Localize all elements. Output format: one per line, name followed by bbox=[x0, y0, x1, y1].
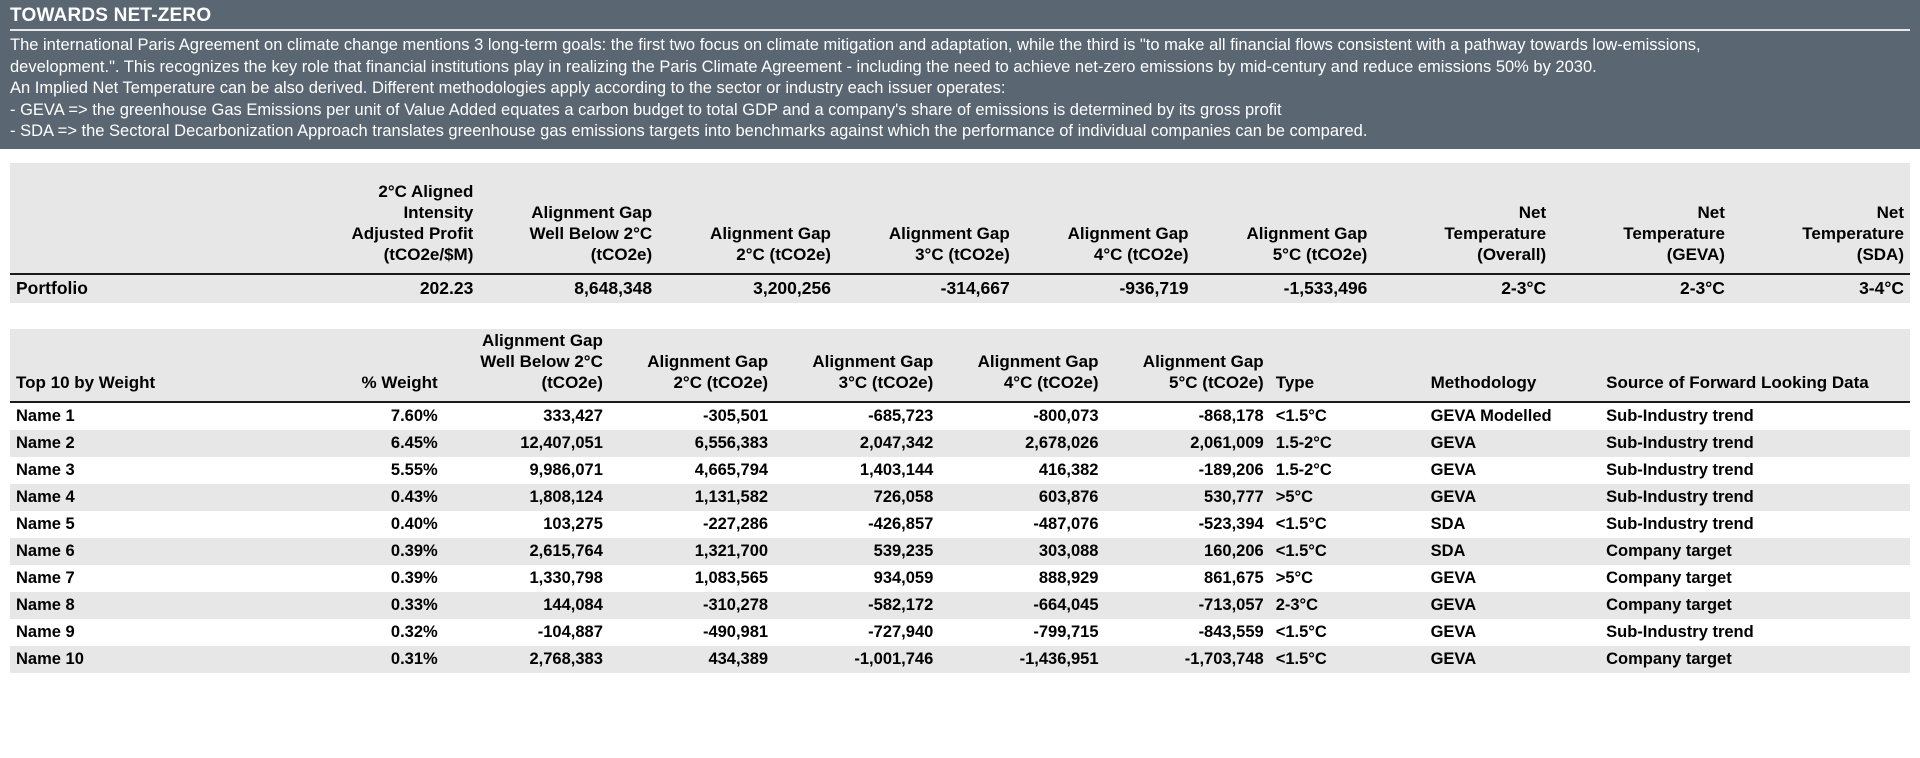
table-row[interactable] bbox=[10, 511, 1910, 538]
holding-gap-well-below-2c: 144,084 bbox=[444, 592, 609, 619]
summary-header bbox=[10, 163, 1910, 274]
holding-gap-2c: -305,501 bbox=[609, 402, 774, 430]
holding-methodology: GEVA bbox=[1425, 619, 1601, 646]
holding-gap-4c: 416,382 bbox=[939, 457, 1104, 484]
banner-line: An Implied Net Temperature can be also derived. Different methodologies apply according to the sector or industry each issuer operates: bbox=[10, 79, 1006, 97]
portfolio-label: Portfolio bbox=[10, 274, 267, 303]
holding-gap-2c: 4,665,794 bbox=[609, 457, 774, 484]
banner-line: - GEVA => the greenhouse Gas Emissions per unit of Value Added equates a carbon budget to total GDP and a company's share of emissions is determined by its gross profit bbox=[10, 100, 1282, 119]
holding-methodology: GEVA bbox=[1425, 430, 1601, 457]
holding-gap-3c: -1,001,746 bbox=[774, 646, 939, 673]
holding-gap-3c: 539,235 bbox=[774, 538, 939, 565]
holding-gap-3c: 934,059 bbox=[774, 565, 939, 592]
holding-name: Name 7 bbox=[10, 565, 248, 592]
holding-gap-4c: -1,436,951 bbox=[939, 646, 1104, 673]
portfolio-gap-2c: 3,200,256 bbox=[658, 274, 837, 303]
summary-col-gap-well-below-2c bbox=[479, 180, 658, 267]
hdr-line: 3°C (tCO2e) bbox=[838, 372, 934, 392]
holding-type: <1.5°C bbox=[1270, 646, 1425, 673]
holding-gap-3c: 1,403,144 bbox=[774, 457, 939, 484]
holding-gap-4c: -487,076 bbox=[939, 511, 1104, 538]
hdr-line: 2°C (tCO2e) bbox=[736, 244, 831, 264]
summary-col-gap-3c bbox=[837, 180, 1016, 267]
holding-gap-well-below-2c: 12,407,051 bbox=[444, 430, 609, 457]
holding-weight: 0.33% bbox=[248, 592, 444, 619]
portfolio-net-temp-overall: 2-3°C bbox=[1373, 274, 1552, 303]
holding-gap-well-below-2c: 9,986,071 bbox=[444, 457, 609, 484]
portfolio-summary-table bbox=[10, 163, 1910, 303]
hdr-line: Alignment Gap bbox=[1142, 351, 1264, 371]
hdr-line: Source of Forward Looking Data bbox=[1606, 372, 1869, 392]
holding-type: <1.5°C bbox=[1270, 538, 1425, 565]
holding-source: Company target bbox=[1600, 646, 1910, 673]
holding-gap-well-below-2c: 103,275 bbox=[444, 511, 609, 538]
table-row[interactable] bbox=[10, 402, 1910, 430]
holding-gap-well-below-2c: 1,808,124 bbox=[444, 484, 609, 511]
holding-gap-3c: 726,058 bbox=[774, 484, 939, 511]
spacer bbox=[10, 163, 1910, 180]
rule bbox=[10, 267, 1910, 274]
holding-gap-well-below-2c: 333,427 bbox=[444, 402, 609, 430]
holding-weight: 0.40% bbox=[248, 511, 444, 538]
portfolio-gap-5c: -1,533,496 bbox=[1195, 274, 1374, 303]
table-row bbox=[10, 274, 1910, 303]
summary-col-intensity-adjusted-profit bbox=[267, 180, 479, 267]
holding-source: Company target bbox=[1600, 565, 1910, 592]
holding-source: Sub-Industry trend bbox=[1600, 511, 1910, 538]
detail-header bbox=[10, 329, 1910, 402]
holding-methodology: SDA bbox=[1425, 511, 1601, 538]
hdr-line: Net bbox=[1697, 202, 1725, 222]
holding-gap-4c: 2,678,026 bbox=[939, 430, 1104, 457]
holding-gap-5c: 530,777 bbox=[1105, 484, 1270, 511]
holding-gap-5c: 160,206 bbox=[1105, 538, 1270, 565]
holding-gap-2c: -310,278 bbox=[609, 592, 774, 619]
holding-methodology: GEVA bbox=[1425, 484, 1601, 511]
table-row[interactable] bbox=[10, 646, 1910, 673]
hdr-line: Temperature bbox=[1444, 223, 1547, 243]
holding-name: Name 1 bbox=[10, 402, 248, 430]
summary-header-rule bbox=[10, 267, 1910, 274]
hdr-line: Adjusted Profit bbox=[351, 223, 474, 243]
portfolio-intensity-adjusted-profit: 202.23 bbox=[267, 274, 479, 303]
hdr-line: Alignment Gap bbox=[481, 330, 603, 350]
hdr-line: Net bbox=[1876, 202, 1904, 222]
detail-footer-spacer bbox=[10, 673, 1910, 686]
table-row[interactable] bbox=[10, 619, 1910, 646]
holding-methodology: SDA bbox=[1425, 538, 1601, 565]
holding-gap-well-below-2c: 2,615,764 bbox=[444, 538, 609, 565]
table-row[interactable] bbox=[10, 484, 1910, 511]
hdr-line: Temperature bbox=[1802, 223, 1904, 243]
holding-name: Name 6 bbox=[10, 538, 248, 565]
holding-weight: 7.60% bbox=[248, 402, 444, 430]
holding-type: 1.5-2°C bbox=[1270, 430, 1425, 457]
holding-gap-4c: 603,876 bbox=[939, 484, 1104, 511]
summary-body bbox=[10, 274, 1910, 303]
holding-weight: 0.39% bbox=[248, 565, 444, 592]
portfolio-gap-3c: -314,667 bbox=[837, 274, 1016, 303]
holding-source: Company target bbox=[1600, 538, 1910, 565]
hdr-line: 4°C (tCO2e) bbox=[1093, 244, 1189, 264]
holding-type: <1.5°C bbox=[1270, 402, 1425, 430]
holding-type: >5°C bbox=[1270, 484, 1425, 511]
banner-title: TOWARDS NET-ZERO bbox=[10, 4, 1910, 31]
hdr-line: Methodology bbox=[1430, 372, 1537, 392]
portfolio-net-temp-sda: 3-4°C bbox=[1731, 274, 1910, 303]
hdr-line: 4°C (tCO2e) bbox=[1003, 372, 1099, 392]
hdr-line: 2°C Aligned bbox=[378, 181, 474, 201]
holding-gap-2c: 1,321,700 bbox=[609, 538, 774, 565]
holding-gap-5c: 2,061,009 bbox=[1105, 430, 1270, 457]
portfolio-net-temp-geva: 2-3°C bbox=[1552, 274, 1731, 303]
holding-gap-4c: 888,929 bbox=[939, 565, 1104, 592]
holding-gap-4c: -799,715 bbox=[939, 619, 1104, 646]
holding-source: Company target bbox=[1600, 592, 1910, 619]
holding-gap-4c: 303,088 bbox=[939, 538, 1104, 565]
holding-type: <1.5°C bbox=[1270, 511, 1425, 538]
detail-col-gap-3c bbox=[774, 329, 939, 395]
table-row[interactable] bbox=[10, 592, 1910, 619]
hdr-line: Alignment Gap bbox=[888, 223, 1010, 243]
summary-col-net-temp-geva bbox=[1552, 180, 1731, 267]
hdr-line: % Weight bbox=[361, 372, 438, 392]
holding-name: Name 10 bbox=[10, 646, 248, 673]
holding-type: 1.5-2°C bbox=[1270, 457, 1425, 484]
summary-col-gap-5c bbox=[1195, 180, 1374, 267]
hdr-line: (Overall) bbox=[1477, 244, 1547, 264]
holding-methodology: GEVA bbox=[1425, 565, 1601, 592]
holding-gap-5c: -713,057 bbox=[1105, 592, 1270, 619]
holding-name: Name 5 bbox=[10, 511, 248, 538]
holding-weight: 0.43% bbox=[248, 484, 444, 511]
hdr-line: Well Below 2°C bbox=[529, 223, 653, 243]
holding-gap-well-below-2c: 2,768,383 bbox=[444, 646, 609, 673]
detail-col-weight bbox=[248, 329, 444, 395]
holding-name: Name 8 bbox=[10, 592, 248, 619]
summary-col-net-temp-overall bbox=[1373, 180, 1552, 267]
holding-methodology: GEVA bbox=[1425, 646, 1601, 673]
hdr-line: Alignment Gap bbox=[977, 351, 1099, 371]
holding-methodology: GEVA Modelled bbox=[1425, 402, 1601, 430]
holding-name: Name 3 bbox=[10, 457, 248, 484]
holding-gap-2c: 6,556,383 bbox=[609, 430, 774, 457]
hdr-line: Alignment Gap bbox=[1067, 223, 1189, 243]
holding-gap-5c: -1,703,748 bbox=[1105, 646, 1270, 673]
summary-header-row bbox=[10, 180, 1910, 267]
hdr-line: Alignment Gap bbox=[531, 202, 653, 222]
holding-source: Sub-Industry trend bbox=[1600, 619, 1910, 646]
holding-gap-3c: -426,857 bbox=[774, 511, 939, 538]
banner-line: The international Paris Agreement on climate change mentions 3 long-term goals: the first two focus on climate mitigation and adaptation, while the third is "to make all financial flows consistent with a pathway towards low-emissions, bbox=[10, 36, 1701, 54]
holding-gap-5c: 861,675 bbox=[1105, 565, 1270, 592]
holding-methodology: GEVA bbox=[1425, 457, 1601, 484]
holding-gap-2c: -490,981 bbox=[609, 619, 774, 646]
table-row[interactable] bbox=[10, 430, 1910, 457]
holding-weight: 0.32% bbox=[248, 619, 444, 646]
table-row[interactable] bbox=[10, 538, 1910, 565]
holding-name: Name 4 bbox=[10, 484, 248, 511]
holding-gap-5c: -843,559 bbox=[1105, 619, 1270, 646]
holding-source: Sub-Industry trend bbox=[1600, 457, 1910, 484]
hdr-line: Intensity bbox=[403, 202, 474, 222]
holding-gap-3c: 2,047,342 bbox=[774, 430, 939, 457]
hdr-line: Well Below 2°C bbox=[480, 351, 603, 371]
holding-gap-5c: -189,206 bbox=[1105, 457, 1270, 484]
holding-name: Name 2 bbox=[10, 430, 248, 457]
holding-type: >5°C bbox=[1270, 565, 1425, 592]
hdr-line: (tCO2e) bbox=[590, 244, 653, 264]
holding-gap-2c: 1,131,582 bbox=[609, 484, 774, 511]
hdr-line: 3°C (tCO2e) bbox=[915, 244, 1010, 264]
hdr-line: Type bbox=[1275, 372, 1315, 392]
holding-methodology: GEVA bbox=[1425, 592, 1601, 619]
holding-gap-2c: 1,083,565 bbox=[609, 565, 774, 592]
holding-gap-2c: -227,286 bbox=[609, 511, 774, 538]
detail-col-source bbox=[1600, 329, 1910, 395]
hdr-line: 2°C (tCO2e) bbox=[673, 372, 769, 392]
detail-col-gap-well-below-2c bbox=[444, 329, 609, 395]
detail-col-gap-4c bbox=[939, 329, 1104, 395]
hdr-line: Alignment Gap bbox=[812, 351, 934, 371]
net-zero-banner bbox=[0, 0, 1920, 149]
holding-weight: 6.45% bbox=[248, 430, 444, 457]
holding-gap-well-below-2c: -104,887 bbox=[444, 619, 609, 646]
portfolio-gap-well-below-2c: 8,648,348 bbox=[479, 274, 658, 303]
table-row[interactable] bbox=[10, 565, 1910, 592]
holding-type: 2-3°C bbox=[1270, 592, 1425, 619]
portfolio-summary-table-block bbox=[0, 163, 1920, 303]
holding-gap-3c: -582,172 bbox=[774, 592, 939, 619]
hdr-line: (tCO2e) bbox=[541, 372, 603, 392]
holding-weight: 0.31% bbox=[248, 646, 444, 673]
holding-name: Name 9 bbox=[10, 619, 248, 646]
detail-col-gap-5c bbox=[1105, 329, 1270, 395]
holding-gap-4c: -800,073 bbox=[939, 402, 1104, 430]
detail-body bbox=[10, 402, 1910, 686]
top10-holdings-table-block bbox=[0, 329, 1920, 686]
holding-gap-3c: -727,940 bbox=[774, 619, 939, 646]
hdr-line: (GEVA) bbox=[1666, 244, 1725, 264]
holding-source: Sub-Industry trend bbox=[1600, 484, 1910, 511]
detail-header-rule bbox=[10, 395, 1910, 402]
holding-weight: 0.39% bbox=[248, 538, 444, 565]
hdr-line: (SDA) bbox=[1856, 244, 1904, 264]
summary-col-label bbox=[10, 180, 267, 267]
detail-col-methodology bbox=[1425, 329, 1601, 395]
rule bbox=[10, 395, 1910, 402]
holding-gap-2c: 434,389 bbox=[609, 646, 774, 673]
banner-description bbox=[10, 35, 1910, 143]
detail-col-top10-by-weight bbox=[10, 329, 248, 395]
hdr-line: Temperature bbox=[1623, 223, 1725, 243]
holding-gap-well-below-2c: 1,330,798 bbox=[444, 565, 609, 592]
hdr-line: Alignment Gap bbox=[1246, 223, 1368, 243]
hdr-line: 5°C (tCO2e) bbox=[1169, 372, 1264, 392]
holding-source: Sub-Industry trend bbox=[1600, 430, 1910, 457]
holding-gap-4c: -664,045 bbox=[939, 592, 1104, 619]
summary-col-gap-4c bbox=[1016, 180, 1195, 267]
holding-weight: 5.55% bbox=[248, 457, 444, 484]
summary-header-spacer bbox=[10, 163, 1910, 180]
holding-type: <1.5°C bbox=[1270, 619, 1425, 646]
hdr-line: Alignment Gap bbox=[647, 351, 769, 371]
holding-gap-3c: -685,723 bbox=[774, 402, 939, 430]
holding-gap-5c: -523,394 bbox=[1105, 511, 1270, 538]
spacer bbox=[10, 673, 1910, 686]
hdr-line: Net bbox=[1518, 202, 1547, 222]
holding-gap-5c: -868,178 bbox=[1105, 402, 1270, 430]
holding-source: Sub-Industry trend bbox=[1600, 402, 1910, 430]
hdr-line: 5°C (tCO2e) bbox=[1272, 244, 1368, 264]
hdr-line: Top 10 by Weight bbox=[16, 372, 156, 392]
hdr-line: (tCO2e/$M) bbox=[383, 244, 474, 264]
top10-holdings-table bbox=[10, 329, 1910, 686]
banner-line: development.". This recognizes the key role that financial institutions play in realizing the Paris Climate Agreement - including the need to achieve net-zero emissions by mid-century and reduce emissions 50% by 2030. bbox=[10, 57, 1597, 76]
table-row[interactable] bbox=[10, 457, 1910, 484]
banner-line: - SDA => the Sectoral Decarbonization Approach translates greenhouse gas emissions targets into benchmarks against which the performance of individual companies can be compared. bbox=[10, 122, 1368, 140]
summary-col-gap-2c bbox=[658, 180, 837, 267]
summary-col-net-temp-sda bbox=[1731, 180, 1910, 267]
detail-col-type bbox=[1270, 329, 1425, 395]
hdr-line: Alignment Gap bbox=[710, 223, 831, 243]
detail-header-row bbox=[10, 329, 1910, 395]
detail-col-gap-2c bbox=[609, 329, 774, 395]
portfolio-gap-4c: -936,719 bbox=[1016, 274, 1195, 303]
